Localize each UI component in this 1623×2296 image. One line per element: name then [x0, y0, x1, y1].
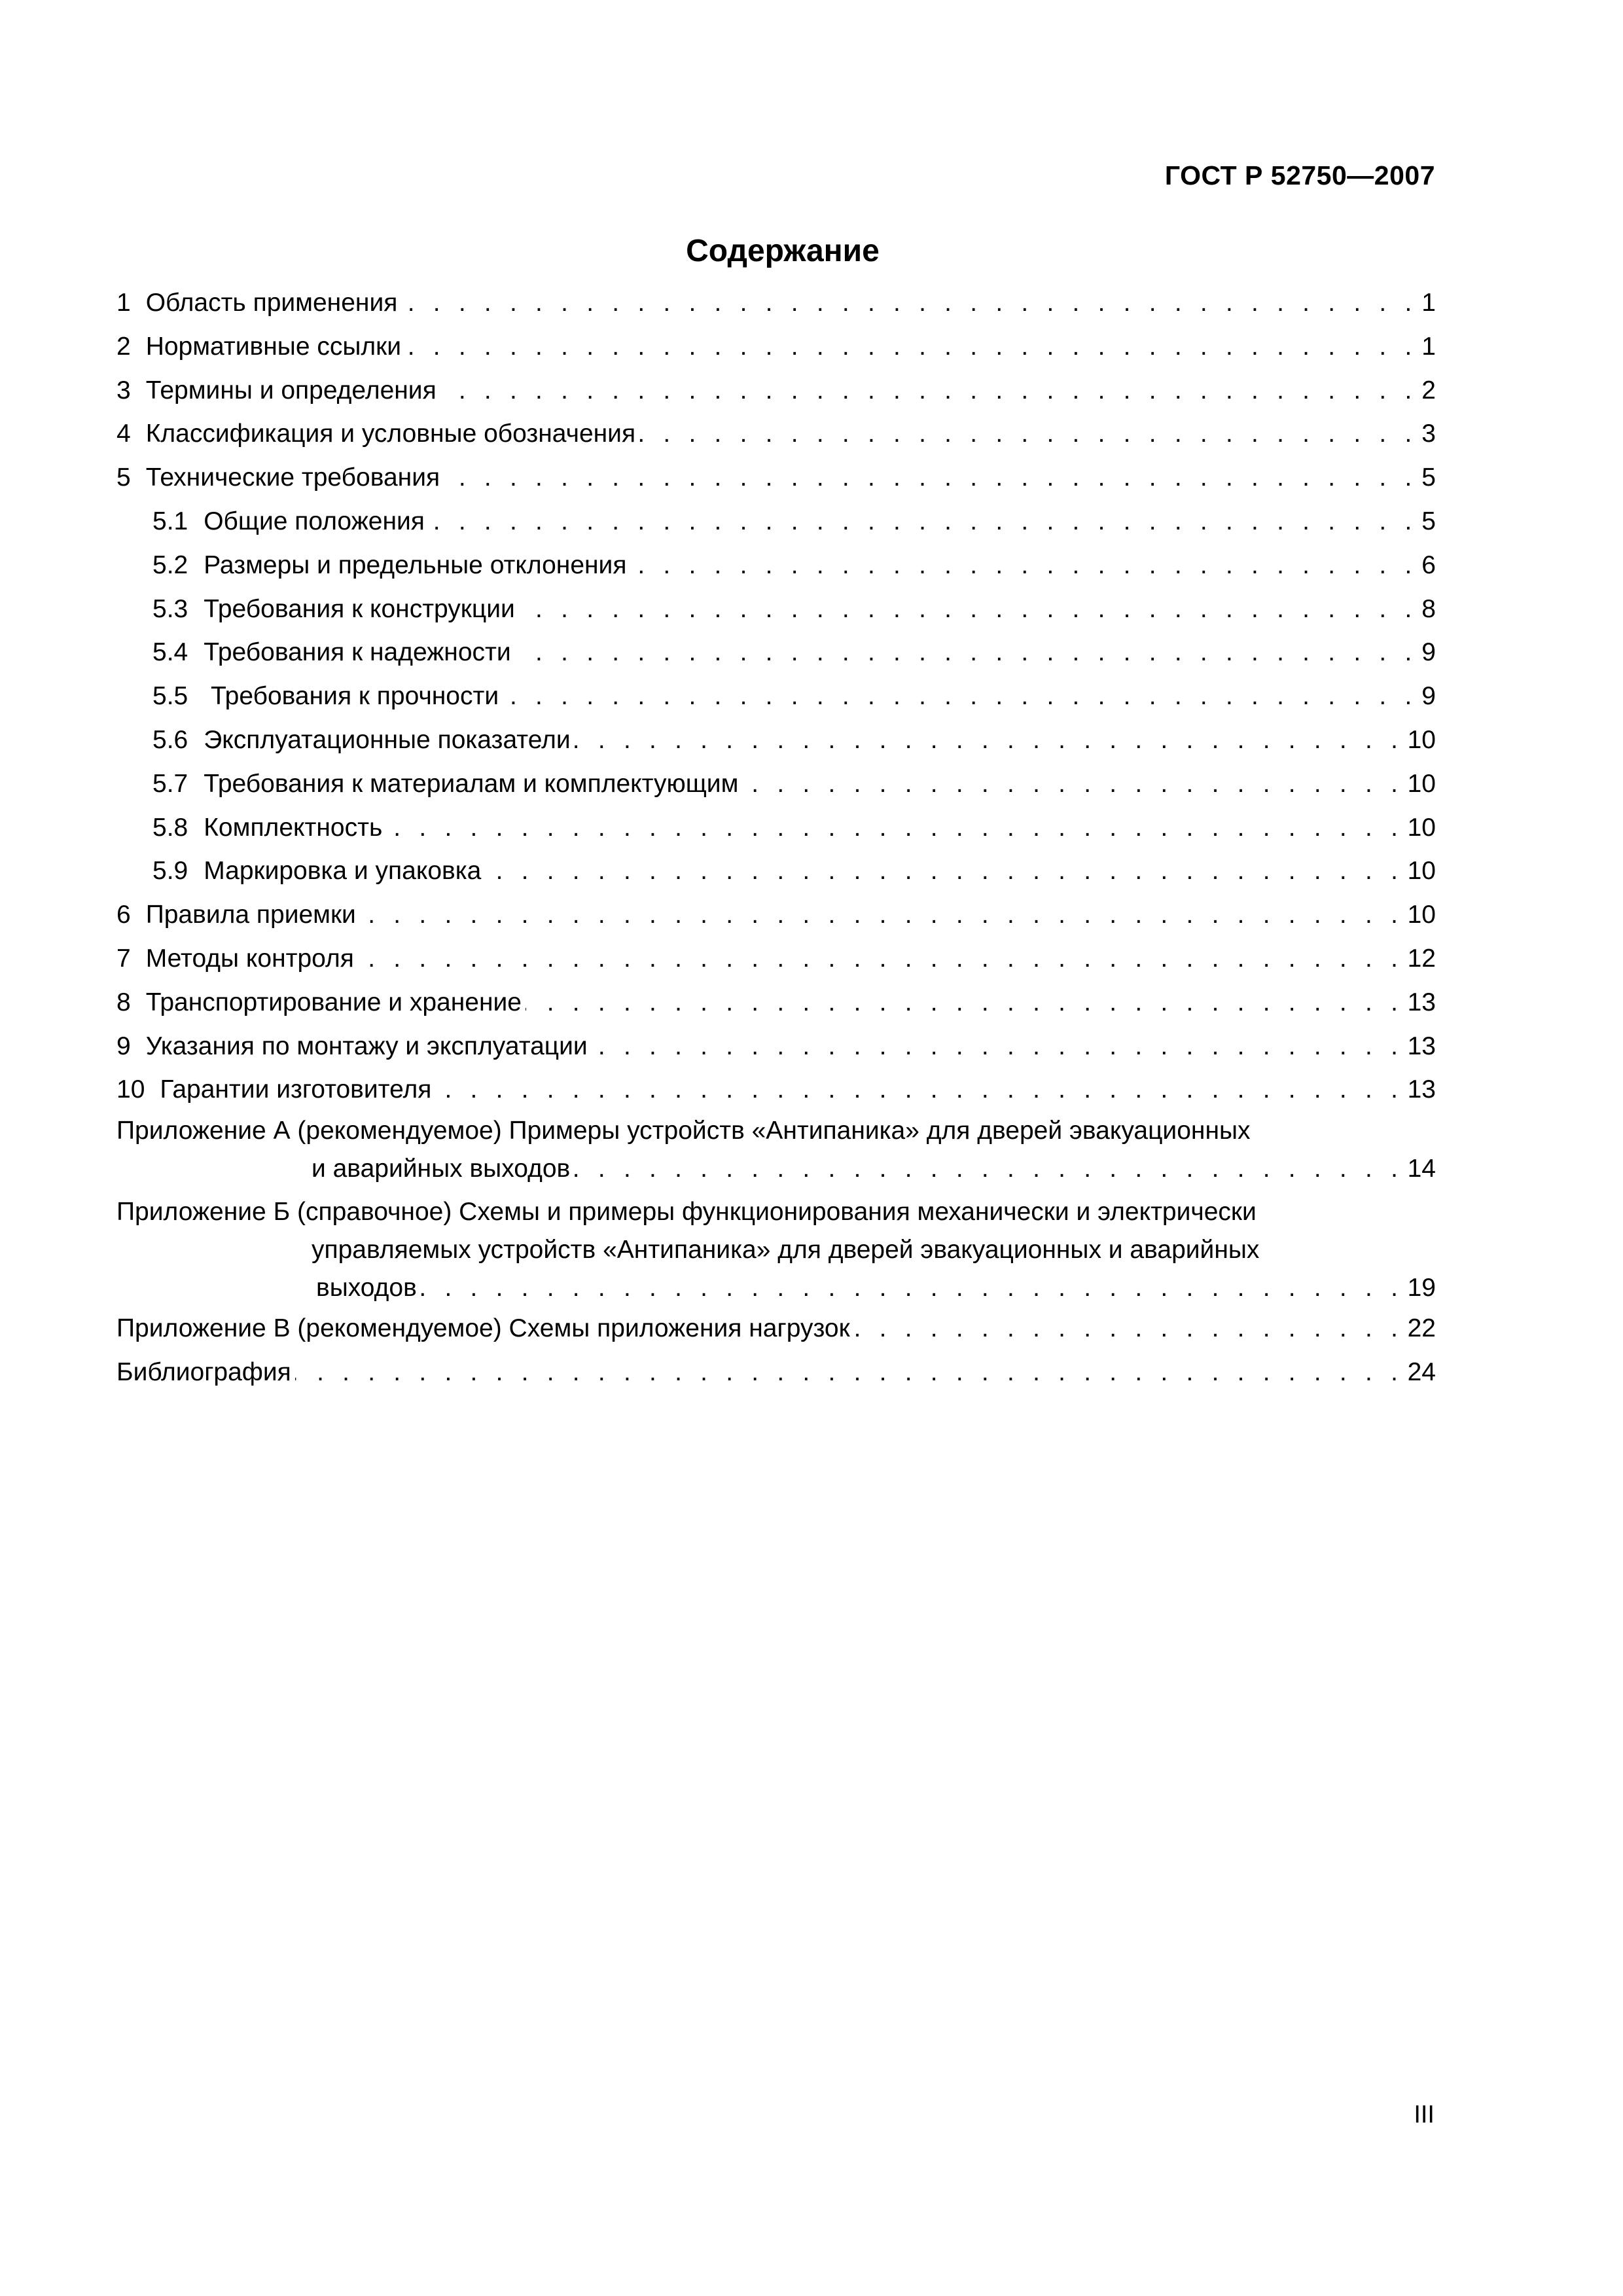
toc-entry-page: 13: [1407, 988, 1436, 1016]
dot-leader: [519, 588, 1418, 632]
toc-entry-number: 5.9: [152, 857, 188, 886]
dot-leader: [854, 1307, 1404, 1351]
toc-entry-number: 5.5: [152, 682, 188, 711]
toc-entry-5-6[interactable]: [116, 719, 1436, 762]
toc-entry-title: Классификация и условные обозначения: [145, 420, 636, 448]
dot-leader: [360, 893, 1404, 937]
toc-entry-5-5[interactable]: [116, 675, 1436, 719]
toc-entry-page: 9: [1421, 682, 1436, 711]
dot-leader: [574, 1150, 1403, 1188]
dot-leader: [526, 981, 1404, 1025]
toc-entry-page: 8: [1421, 594, 1436, 623]
dot-leader: [503, 675, 1418, 719]
toc-entry-number: 6: [116, 901, 131, 929]
toc-entry-title: Нормативные ссылки: [145, 332, 401, 361]
appendix-title-line: управляемых устройств «Антипаника» для дверей эвакуационных и аварийных: [312, 1236, 1260, 1265]
toc-entry-number: 10: [116, 1075, 145, 1104]
toc-entry-page: 10: [1407, 857, 1436, 886]
toc-bibliography[interactable]: [116, 1351, 1436, 1395]
toc-entry-5-7[interactable]: [116, 762, 1436, 806]
toc-entry-number: 4: [116, 420, 131, 448]
toc-entry-number: 5.7: [152, 769, 188, 798]
dot-leader: [421, 1269, 1404, 1307]
toc-entry-page: 22: [1407, 1314, 1436, 1343]
dot-leader: [592, 1025, 1404, 1069]
dot-leader: [386, 806, 1403, 850]
toc-entry-10[interactable]: [116, 1068, 1436, 1112]
toc-entry-number: 5.8: [152, 813, 188, 842]
dot-leader: [429, 500, 1418, 544]
toc-entry-title: Правила приемки: [145, 901, 356, 929]
toc-entry-number: 8: [116, 988, 131, 1016]
toc-entry-title: Указания по монтажу и эксплуатации: [145, 1031, 588, 1060]
toc-entry-page: 12: [1407, 944, 1436, 973]
toc-entry-5[interactable]: [116, 456, 1436, 500]
toc-entry-number: 2: [116, 332, 131, 361]
dot-leader: [485, 850, 1403, 893]
toc-entry-number: 5.1: [152, 507, 188, 535]
toc-entry-5-9[interactable]: [116, 850, 1436, 893]
toc-entry-number: 5.3: [152, 594, 188, 623]
appendix-title-line: и аварийных выходов: [312, 1155, 571, 1183]
toc-entry-title: Технические требования: [145, 463, 440, 492]
toc-entry-9[interactable]: [116, 1025, 1436, 1069]
appendix-title-line: Приложение Б (справочное) Схемы и примеры функционирования механически и электрически: [116, 1198, 1257, 1227]
toc-entry-page: 3: [1421, 420, 1436, 448]
appendix-last-line: [116, 1269, 1436, 1307]
dot-leader: [401, 281, 1418, 325]
toc-entry-page: 2: [1421, 376, 1436, 404]
toc-entry-page: 6: [1421, 550, 1436, 579]
page-number: III: [1414, 2101, 1435, 2128]
toc-entry-number: 5.4: [152, 638, 188, 667]
dot-leader: [295, 1351, 1404, 1395]
toc-entry-title: Комплектность: [204, 813, 383, 842]
toc-entry-page: 10: [1407, 725, 1436, 754]
toc-entry-page: 9: [1421, 638, 1436, 667]
toc-entry-title: Требования к прочности: [204, 682, 499, 711]
toc-entry-page: 1: [1421, 332, 1436, 361]
toc-entry-3[interactable]: [116, 369, 1436, 413]
bibliography-title: Библиография: [116, 1357, 291, 1386]
toc-entry-title: Размеры и предельные отклонения: [204, 550, 627, 579]
toc-entry-page: 13: [1407, 1031, 1436, 1060]
toc-entry-title: Требования к конструкции: [204, 594, 515, 623]
toc-entry-4[interactable]: [116, 412, 1436, 456]
toc-entry-page: 14: [1407, 1155, 1436, 1183]
toc-entry-page: 10: [1407, 813, 1436, 842]
dot-leader: [405, 325, 1418, 369]
dot-leader: [639, 412, 1418, 456]
toc-entry-title: Требования к материалам и комплектующим: [204, 769, 739, 798]
toc-entry-5-1[interactable]: [116, 500, 1436, 544]
toc-entry-title: Методы контроля: [145, 944, 354, 973]
toc-entry-page: 13: [1407, 1075, 1436, 1104]
toc-entry-7[interactable]: [116, 937, 1436, 981]
toc-entry-page: 5: [1421, 507, 1436, 535]
toc-entry-6[interactable]: [116, 893, 1436, 937]
dot-leader: [358, 937, 1404, 981]
dot-leader: [444, 456, 1418, 500]
dot-leader: [630, 544, 1418, 588]
toc-appendix-v[interactable]: [116, 1307, 1436, 1351]
toc-entry-page: 5: [1421, 463, 1436, 492]
dot-leader: [435, 1068, 1403, 1112]
toc-entry-number: 3: [116, 376, 131, 404]
toc-entry-number: 9: [116, 1031, 131, 1060]
dot-leader: [742, 762, 1403, 806]
toc-entry-1[interactable]: [116, 281, 1436, 325]
appendix-last-line: [116, 1150, 1436, 1188]
standard-code: ГОСТ Р 52750—2007: [1164, 160, 1435, 190]
toc-entry-title: Маркировка и упаковка: [204, 857, 482, 886]
toc-title: Содержание: [686, 234, 880, 268]
dot-leader: [575, 719, 1404, 762]
toc-entry-number: 1: [116, 289, 131, 317]
toc-appendix-a[interactable]: [116, 1112, 1436, 1188]
toc-entry-8[interactable]: [116, 981, 1436, 1025]
toc-entry-number: 5.6: [152, 725, 188, 754]
appendix-title-line: Приложение В (рекомендуемое) Схемы приложения нагрузок: [116, 1314, 850, 1343]
toc-entry-title: Требования к надежности: [204, 638, 511, 667]
toc-entry-page: 24: [1407, 1357, 1436, 1386]
toc-entry-title: Термины и определения: [145, 376, 437, 404]
toc-entry-5-2[interactable]: [116, 544, 1436, 588]
toc-entry-number: 7: [116, 944, 131, 973]
toc-entry-title: Транспортирование и хранение: [145, 988, 522, 1016]
toc-entry-5-8[interactable]: [116, 806, 1436, 850]
toc-entry-title: Эксплуатационные показатели: [204, 725, 571, 754]
toc-entry-title: Гарантии изготовителя: [160, 1075, 432, 1104]
dot-leader: [440, 369, 1418, 413]
toc-entry-title: Общие положения: [204, 507, 425, 535]
dot-leader: [515, 631, 1418, 675]
table-of-contents: [116, 281, 1436, 1395]
toc-entry-page: 10: [1407, 769, 1436, 798]
toc-appendix-b[interactable]: [116, 1193, 1436, 1307]
appendix-title-line: выходов: [316, 1274, 417, 1302]
toc-entry-2[interactable]: [116, 325, 1436, 369]
toc-entry-page: 19: [1407, 1274, 1436, 1302]
toc-entry-number: 5: [116, 463, 131, 492]
toc-entry-5-3[interactable]: [116, 588, 1436, 632]
toc-entry-title: Область применения: [145, 289, 398, 317]
toc-entry-page: 10: [1407, 901, 1436, 929]
toc-entry-number: 5.2: [152, 550, 188, 579]
toc-entry-page: 1: [1421, 289, 1436, 317]
toc-entry-5-4[interactable]: [116, 631, 1436, 675]
appendix-title-line: Приложение А (рекомендуемое) Примеры устройств «Антипаника» для дверей эвакуационных: [116, 1117, 1251, 1145]
